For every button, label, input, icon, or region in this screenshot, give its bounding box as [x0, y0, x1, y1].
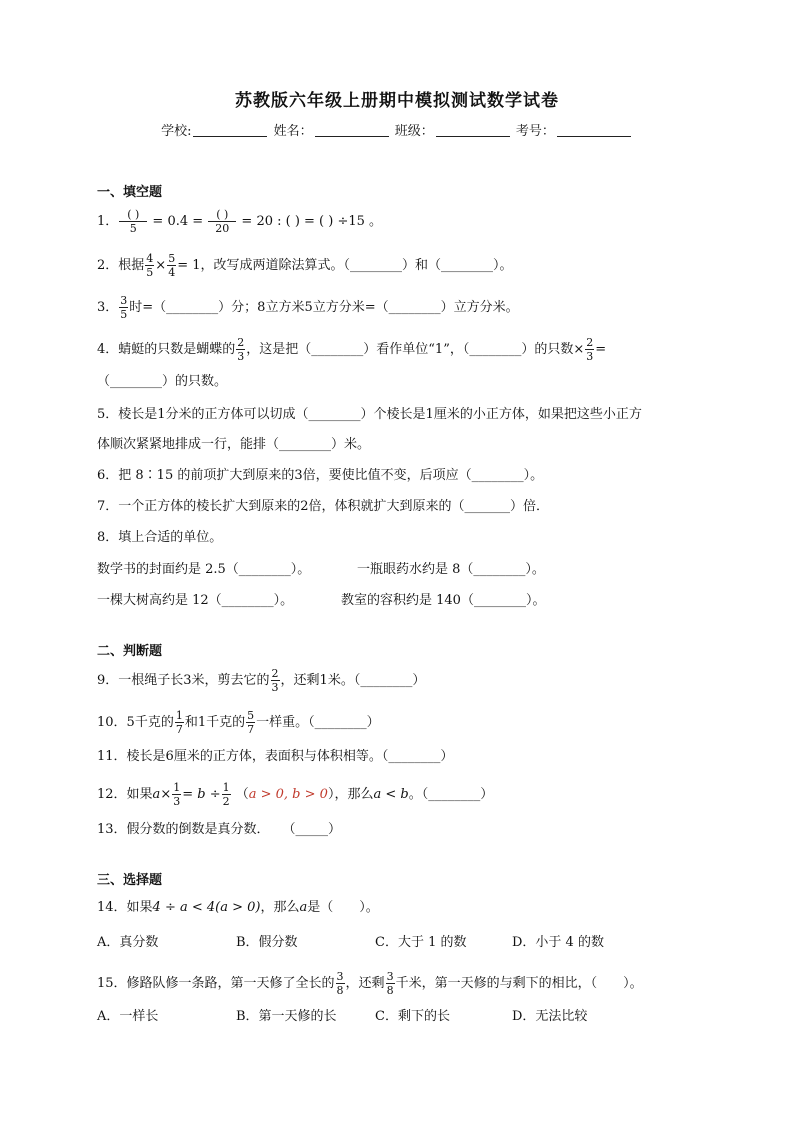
question-15-option-d[interactable]: D．无法比较 [512, 1009, 588, 1024]
fraction: $\frac{3}{5}$ [120, 294, 128, 321]
question-7: 7．一个正方体的棱长扩大到原来的2倍，体积就扩大到原来的（_______）倍． [97, 499, 550, 514]
question-14: 14．如果4 ÷ a < 4(a > 0)，那么a是（ ）。 [97, 900, 379, 915]
question-8d: 教室的容积约是 140（________）。 [341, 593, 546, 608]
question-15: 15．修路队修一条路，第一天修了全长的 $\frac{3}{8}$ ，还剩 $\frac{3}{8}$ 千米，第一天修的与剩下的相比，（ ）。 [97, 970, 643, 997]
fraction: $\frac{2}{3}$ [271, 667, 279, 694]
question-4: 4．蜻蜓的只数是蝴蝶的 $\frac{2}{3}$ ，这是把（________）看作单位“1”，（________）的只数× $\frac{2}{3}$ = [97, 336, 607, 363]
question-9: 9．一根绳子长3米，剪去它的 $\frac{2}{3}$ ，还剩1米。（________） [97, 667, 426, 694]
question-14-option-d[interactable]: D．小于 4 的数 [512, 935, 604, 950]
fraction: $\frac{1}{2}$ [222, 781, 230, 808]
fraction: $\frac{2}{3}$ [237, 336, 245, 363]
question-5-line2: 体顺次紧紧地排成一行，能排（________）米。 [97, 437, 371, 452]
school-label: 学校: [161, 124, 192, 139]
fraction: $\frac{5}{4}$ [168, 252, 176, 279]
question-2: 2．根据 $\frac{4}{5}$ × $\frac{5}{4}$ = 1，改写成两道除法算式。（________）和（________）。 [97, 252, 513, 279]
question-15-option-a[interactable]: A．一样长 [97, 1009, 159, 1024]
fraction: $\frac{4}{5}$ [146, 252, 154, 279]
question-3: 3． $\frac{3}{5}$ 时=（________）分；8立方米5立方分米=（________）立方分米。 [97, 294, 519, 321]
question-8c: 一棵大树高约是 12（________）。 [97, 593, 294, 608]
fraction: $\frac{1}{3}$ [173, 781, 181, 808]
fraction: $\frac{2}{3}$ [586, 336, 594, 363]
question-4-cont: （________）的只数。 [97, 374, 228, 389]
fraction: $\frac{( )}{20}$ [208, 208, 236, 235]
question-14-option-b[interactable]: B．假分数 [236, 935, 298, 950]
question-13: 13．假分数的倒数是真分数． （_____） [97, 822, 342, 837]
question-8a: 数学书的封面约是 2.5（________）。 [97, 562, 311, 577]
section-multiple-choice: 三、选择题 [97, 873, 163, 888]
exam-no-blank[interactable] [557, 123, 631, 137]
question-12: 12．如果a× $\frac{1}{3}$ = b ÷ $\frac{1}{2}$ （a > 0, b > 0），那么a < b。（________） [97, 781, 494, 808]
name-label: 姓名： [273, 124, 313, 139]
class-blank[interactable] [436, 123, 510, 137]
question-6: 6．把 8∶15 的前项扩大到原来的3倍，要使比值不变，后项应（________）。 [97, 468, 544, 483]
fraction: $\frac{( )}{5}$ [119, 208, 147, 235]
question-14-option-c[interactable]: C．大于 1 的数 [375, 935, 467, 950]
section-true-false: 二、判断题 [97, 644, 163, 659]
question-5-line1: 5．棱长是1分米的正方体可以切成（________）个棱长是1厘米的小正方体，如果把这些小正方 [97, 407, 642, 422]
fraction: $\frac{3}{8}$ [386, 970, 394, 997]
fraction: $\frac{5}{7}$ [247, 709, 255, 736]
exam-no-label: 考号： [515, 124, 555, 139]
question-10: 10．5千克的 $\frac{1}{7}$ 和1千克的 $\frac{5}{7}$ 一样重。（________） [97, 709, 380, 736]
student-info [0, 120, 794, 139]
fraction: $\frac{1}{7}$ [175, 709, 183, 736]
school-blank[interactable] [193, 123, 267, 137]
fraction: $\frac{3}{8}$ [336, 970, 344, 997]
question-8b: 一瓶眼药水约是 8（________）。 [357, 562, 545, 577]
section-fill-in: 一、填空题 [97, 185, 163, 200]
page-title: 苏教版六年级上册期中模拟测试数学试卷 [235, 91, 559, 111]
question-14-option-a[interactable]: A．真分数 [97, 935, 159, 950]
class-label: 班级： [394, 124, 434, 139]
question-8: 8．填上合适的单位。 [97, 530, 223, 545]
name-blank[interactable] [315, 123, 389, 137]
question-1: 1． $\frac{( )}{5}$ = 0.4 = $\frac{( )}{20}$ = 20 : ( ) = ( ) ÷15 。 [97, 208, 383, 235]
question-15-option-b[interactable]: B．第一天修的长 [236, 1009, 337, 1024]
question-15-option-c[interactable]: C．剩下的长 [375, 1009, 450, 1024]
question-11: 11．棱长是6厘米的正方体，表面积与体积相等。（________） [97, 749, 454, 764]
